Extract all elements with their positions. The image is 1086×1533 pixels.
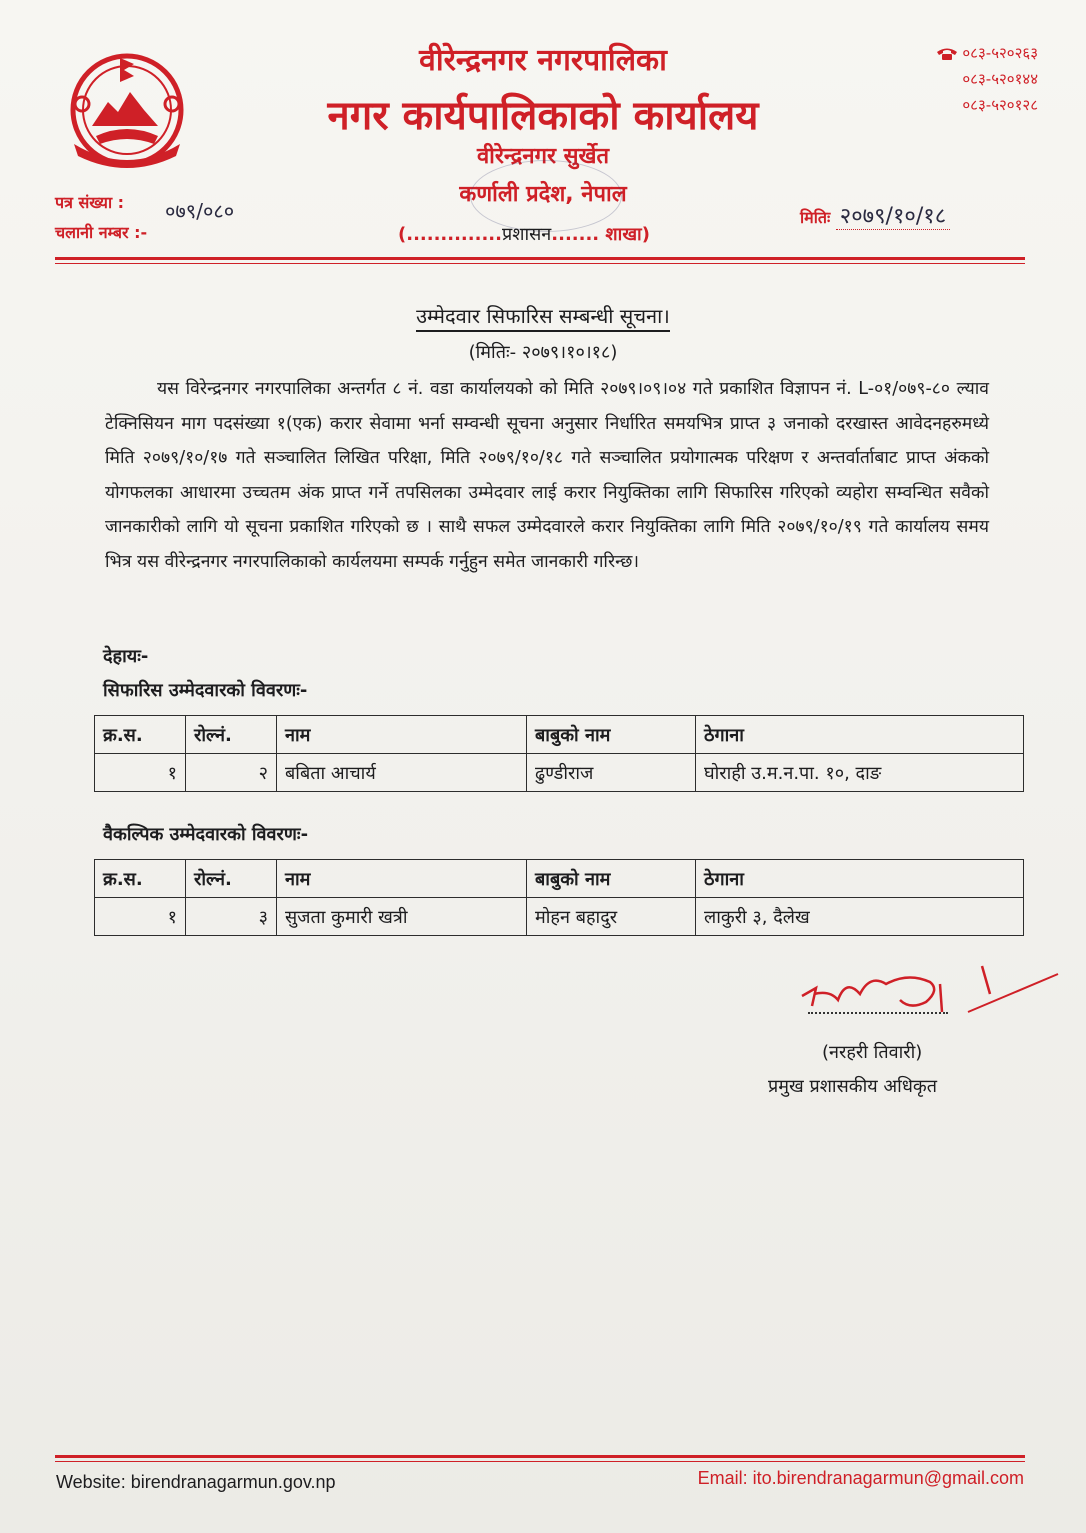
email-label: Email: [697, 1468, 748, 1488]
website-label: Website: [56, 1472, 126, 1492]
col-address: ठेगाना [696, 716, 1024, 754]
table-row: १ ३ सुजता कुमारी खत्री मोहन बहादुर लाकुरी ३, दैलेख [95, 898, 1024, 936]
footer-rule-thin [55, 1461, 1025, 1462]
branch-fill: प्रशासन [501, 224, 552, 245]
phone-1: ०८३-५२०२६३ [888, 40, 1038, 66]
dehay-label: देहायः- [103, 646, 149, 667]
notice-date: (मितिः- २०७९।१०।१८) [468, 342, 618, 363]
col-roll: रोल्नं. [186, 716, 277, 754]
col-sn: क्र.स. [95, 716, 186, 754]
office-location: वीरेन्द्रनगर सुर्खेत [476, 144, 610, 169]
letter-no-label: पत्र संख्या : [55, 193, 125, 212]
alternate-heading: वैकल्पिक उम्मेदवारको विवरणः- [103, 824, 309, 845]
date-label: मितिः [800, 208, 831, 227]
col-name: नाम [277, 860, 527, 898]
col-address: ठेगाना [696, 860, 1024, 898]
table-header-row [95, 860, 1024, 898]
notice-title: उम्मेदवार सिफारिस सम्बन्धी सूचना। [0, 302, 1086, 329]
signatory-name: (नरहरी तिवारी) [822, 1042, 923, 1063]
office-province: कर्णाली प्रदेश, नेपाल [459, 182, 627, 207]
telephone-icon [936, 47, 958, 61]
notice-body: यस विरेन्द्रनगर नगरपालिका अन्तर्गत ८ नं. वडा कार्यालयको को मिति २०७९।०९।०४ गते प्रकाशित विज्ञापन नं. L-०१/०७९-८० ल्याव टेक्निसियन माग पदसंख्या १(एक) करार सेवामा भर्ना सम्वन्धी सूचना अनुसार निर्धारित समयभित्र प्राप्त ३ जनाको दरखास्त आवेदनहरुमध्ये मिति २०७९/१०/१७ गते सञ्चालित लिखित परिक्षा, मिति २०७९/१०/१८ गते सञ्चालित प्रयोगात्मक परिक्षण र अन्तर्वार्ताबाट प्राप्त अंकको योगफलका आधारमा उच्चतम अंक प्राप्त गर्ने तपसिलका उम्मेदवार लाई करार नियुक्तिका लागि सिफारिस गरिएको व्यहोरा सम्वन्धित सवैको जानकारीको लागि यो सूचना प्रकाशित गरिएको छ । साथै सफल उम्मेदवारले करार नियुक्तिका लागि मिति २०७९/१०/१९ गते कार्यालय समय भित्र यस वीरेन्द्रनगर नगरपालिकाको कार्यलयमा सम्पर्क गर्नुहुन समेत जानकारी गरिन्छ। [105, 379, 989, 572]
col-roll: रोल्नं. [186, 860, 277, 898]
signature-scribble-icon [790, 960, 1060, 1040]
letter-no-value: ०७९/०८० [165, 199, 235, 223]
col-name: नाम [277, 716, 527, 754]
phone-2: ०८३-५२०१४४ [962, 70, 1038, 88]
dispatch-no-label: चलानी नम्बर :- [55, 223, 148, 242]
recommended-table [94, 715, 1024, 792]
col-father: बाबुको नाम [527, 860, 696, 898]
signatory-role: प्रमुख प्रशासकीय अधिकृत [768, 1076, 937, 1097]
email-link[interactable]: ito.birendranagarmun@gmail.com [752, 1468, 1024, 1488]
municipality-name: वीरेन्द्रनगर नगरपालिका [419, 43, 667, 78]
table-header-row [95, 716, 1024, 754]
office-name: नगर कार्यपालिकाको कार्यालय [327, 93, 759, 139]
branch-line: (..............प्रशासन....... शाखा) [398, 224, 650, 245]
footer-rule [55, 1455, 1025, 1458]
signature-line [808, 1012, 948, 1014]
alternate-table [94, 859, 1024, 936]
phone-list [888, 40, 1038, 118]
website-line [56, 1472, 336, 1493]
phone-3: ०८३-५२०१२८ [962, 96, 1038, 114]
letter-numbers [55, 188, 235, 248]
header-rule [55, 257, 1025, 260]
email-line [698, 1468, 1024, 1489]
header-rule-thin [55, 263, 1025, 264]
date-value: २०७९/१०/१८ [836, 204, 950, 230]
recommended-heading: सिफारिस उम्मेदवारको विवरणः- [103, 680, 308, 701]
letter-date [800, 200, 950, 230]
website-link[interactable]: birendranagarmun.gov.np [130, 1472, 336, 1492]
col-sn: क्र.स. [95, 860, 186, 898]
col-father: बाबुको नाम [527, 716, 696, 754]
table-row: १ २ बबिता आचार्य ढुण्डीराज घोराही उ.म.न.पा. १०, दाङ [95, 754, 1024, 792]
